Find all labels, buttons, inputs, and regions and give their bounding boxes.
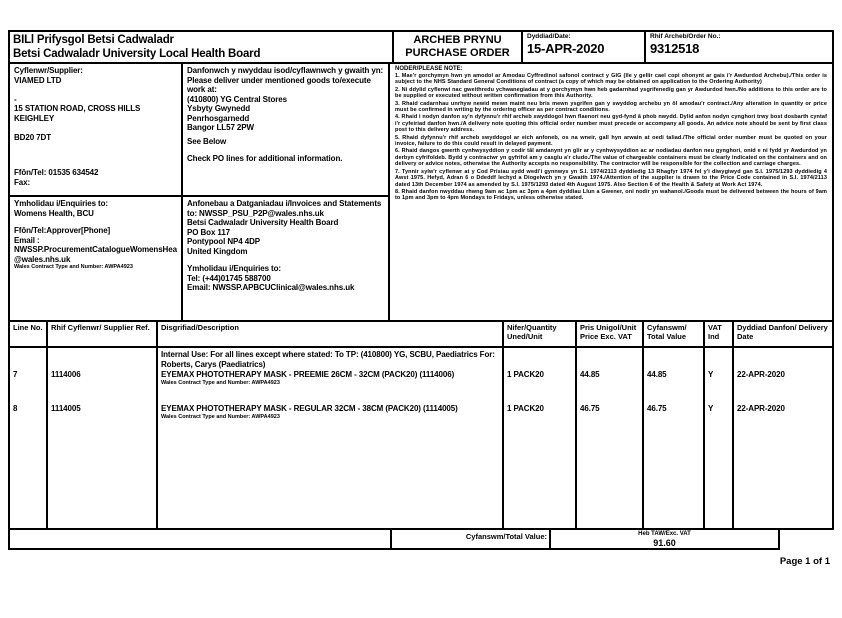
deliver-address-line: Penrhosgarnedd xyxy=(187,113,250,123)
row-delivery-date: 22-APR-2020 xyxy=(737,404,785,413)
row-line-no: 7 xyxy=(13,370,18,379)
order-number-value: 9312518 xyxy=(650,41,700,56)
invoices-box xyxy=(183,197,388,320)
col-header-delivery-date: Dyddiad Danfon/ Delivery Date xyxy=(737,323,828,341)
total-value-label: Cyfanswm/Total Value: xyxy=(392,530,551,548)
total-value-box xyxy=(551,530,778,548)
col-line-no xyxy=(10,348,48,528)
enquiries-email-line1: NWSSP.ProcurementCatalogueWomensHea xyxy=(14,245,177,254)
document-header xyxy=(10,32,832,64)
org-titles xyxy=(10,32,392,62)
line-items-header xyxy=(10,322,832,348)
col-delivery-date xyxy=(734,348,832,528)
supplier-address-line: - xyxy=(14,94,17,104)
supplier-address-line: 15 STATION ROAD, CROSS HILLS xyxy=(14,104,141,113)
col-header-unit-price: Pris Unigol/Unit Price Exc. VAT xyxy=(577,322,644,346)
order-date-label: Dyddiad/Date: xyxy=(527,33,571,40)
invoices-address-line: Pontypool NP4 4DP xyxy=(187,237,260,246)
invoices-tel: Tel: (+44)01745 588700 xyxy=(187,273,271,283)
row-unit-price: 46.75 xyxy=(580,404,600,413)
row-description xyxy=(161,370,500,387)
col-header-total-value: Cyfanswm/ Total Value xyxy=(644,322,705,346)
col-total-value xyxy=(644,348,705,528)
totals-spacer xyxy=(10,530,392,548)
row-unit-price: 44.85 xyxy=(580,370,600,379)
enquiries-email-line2: @wales.nhs.uk xyxy=(14,254,71,264)
invoices-to-line: to: NWSSP_PSU_P2P@wales.nhs.uk xyxy=(187,208,324,218)
supplier-address-line xyxy=(14,123,177,133)
supplier-address-line: BD20 7DT xyxy=(14,132,51,142)
invoices-label: Anfonebau a Datganiadau i/Invoices and Statements xyxy=(187,199,382,208)
notes-box xyxy=(390,64,832,320)
col-header-description: Disgrifiad/Description xyxy=(158,322,504,346)
po-title-welsh: ARCHEB PRYNU xyxy=(413,34,502,46)
note-item: 8. Rhaid danfon nwyddau rhwng 9am ac 1pm ac 3pm a 4pm dyddiau Llun a Gwener, oni nodir yn wahanol./Goods must be delivered between the hours of 9am to 1pm and 3pm to 4pm Mondays to Fridays, unless otherwise stated. xyxy=(395,188,827,202)
info-section xyxy=(10,64,832,322)
org-title-welsh: BILl Prifysgol Betsi Cadwaladr xyxy=(13,34,174,46)
enquiries-contract-line: Wales Contract Type and Number: AWPA4923 xyxy=(14,264,133,270)
po-title-english: PURCHASE ORDER xyxy=(405,47,510,59)
org-title-english: Betsi Cadwaladr University Local Health Board xyxy=(13,47,261,60)
enquiries-email-label: Email : xyxy=(14,235,40,245)
row-contract-line: Wales Contract Type and Number: AWPA4923 xyxy=(161,414,280,420)
row-line-no: 8 xyxy=(13,404,18,413)
order-number-box xyxy=(644,32,832,62)
supplier-name: VIAMED LTD xyxy=(14,75,62,85)
invoices-address-line: Betsi Cadwaladr University Health Board xyxy=(187,218,339,227)
internal-use-note: Internal Use: For all lines except where stated: To TP: (410800) YG, SCBU, Paediatrics For: Roberts, Carys (Paediatrics) xyxy=(161,350,495,369)
supplier-box xyxy=(10,64,181,197)
line-items-body xyxy=(10,348,832,528)
col-header-supplier-ref: Rhif Cyflenwr/ Supplier Ref. xyxy=(48,322,158,346)
col-description xyxy=(158,348,504,528)
net-excl-vat-value: 91.60 xyxy=(653,538,676,548)
check-po-note: Check PO lines for additional information. xyxy=(187,154,343,163)
purchase-order-document xyxy=(8,30,834,530)
net-excl-vat-label: Heb TAW/Exc. VAT xyxy=(638,531,691,537)
row-quantity: 1 PACK20 xyxy=(507,370,544,379)
enquiries-name: Womens Health, BCU xyxy=(14,208,94,218)
supplier-address-line xyxy=(14,85,177,95)
row-description-text: EYEMAX PHOTOTHERAPY MASK - PREEMIE 26CM - 32CM (PACK20) (1114006) xyxy=(161,370,455,379)
col-header-vat-ind: VAT Ind xyxy=(705,322,734,346)
row-description xyxy=(161,404,500,421)
deliver-label-welsh: Danfonwch y nwyddau isod/cyflawnwch y gwaith yn: xyxy=(187,66,384,75)
supplier-label: Cyflenwr/Supplier: xyxy=(14,66,83,75)
note-item: 5. Rhaid dyfynnu'r rhif archeb swyddogol ar eich anfoneb, os na wneir, gall hyn arwain at oedi taliad./The official order number must be quoted on your invoice, failure to do this could result in delayed payment. xyxy=(395,134,827,148)
note-item: 3. Rhaid cadarnhau unrhyw newid mewn maint neu bris mewn ysgrifen gan y swyddog archebu yn ôl amodau'r contract./Any alteration in quantity or price must be confirmed in writing by the ordering officer as per contract conditions. xyxy=(395,100,827,114)
supplier-phone: Ffôn/Tel: 01535 634542 xyxy=(14,168,99,177)
row-delivery-date: 22-APR-2020 xyxy=(737,370,785,379)
deliver-address-line: Ysbyty Gwynedd xyxy=(187,104,251,113)
col-header-line-no: Line No. xyxy=(10,322,48,346)
invoices-address-line: United Kingdom xyxy=(187,246,248,256)
col-header-quantity: Nifer/Quantity Uned/Unit xyxy=(504,322,577,346)
row-quantity: 1 PACK20 xyxy=(507,404,544,413)
see-below-note: See Below xyxy=(187,136,227,146)
note-item: 7. Tynnir sylw'r cyflenwr at y Cod Prisiau sydd wedi'i gynnwys yn S.I. 1974/2113 dyddiedig 13 Rhagfyr 1974 fel y'i diwygiwyd gan S.I. 1975/1293 dyddiedig 4 Awst 1975. Hefyd, Adran 6 o Ddeddf Iechyd a Diogelwch yn y Gwaith 1974./Attention of the supplier is drawn to the Price Code contained in S.I. 1974/2113 dated 13th December 1974 as amended by S.I. 1975/1293 dated 4th August 1975. Also Section 6 of the Health & Safety at Work Act 1974. xyxy=(395,168,827,188)
supplier-address-line: KEIGHLEY xyxy=(14,113,55,123)
supplier-fax: Fax: xyxy=(14,177,31,187)
page-number: Page 1 of 1 xyxy=(779,556,830,567)
row-supplier-ref: 1114006 xyxy=(51,370,81,379)
note-item: 6. Rhaid dangos gwerth cynhwysyddion y codir tâl amdanynt yn glir ar y cynhwysyddion ac ar nodiadau danfon neu gynghori, onid e ni fydd yr Awdurdod yn derbyn cyfrifoldeb. Bydd y contractwr yn gyfrifol am y casglu a'r cludo./The value of chargeable containers must be clearly indicated on the containers and on delivery or advice notes, otherwise the Authority accepts no responsibility. The contractor will be responsible for the collection and carriage charges. xyxy=(395,148,827,168)
deliver-to-box xyxy=(183,64,388,197)
invoices-email: Email: NWSSP.APBCUClinical@wales.nhs.uk xyxy=(187,283,355,292)
col-quantity xyxy=(504,348,577,528)
row-total-value: 46.75 xyxy=(647,404,667,413)
enquiries-phone: Ffôn/Tel:Approver[Phone] xyxy=(14,226,111,235)
enquiries-label: Ymholidau i/Enquiries to: xyxy=(14,199,108,208)
row-total-value: 44.85 xyxy=(647,370,667,379)
order-date-box xyxy=(521,32,644,62)
row-supplier-ref: 1114005 xyxy=(51,404,81,413)
row-vat-ind: Y xyxy=(708,370,714,379)
left-column xyxy=(10,64,183,320)
deliver-label-english: Please deliver under mentioned goods to/execute work at: xyxy=(187,75,371,94)
middle-column xyxy=(183,64,390,320)
col-unit-price xyxy=(577,348,644,528)
row-vat-ind: Y xyxy=(708,404,714,413)
invoices-address-line: PO Box 117 xyxy=(187,227,231,237)
order-date-value: 15-APR-2020 xyxy=(527,41,605,56)
invoices-enquiries-label: Ymholidau i/Enquiries to: xyxy=(187,264,281,273)
totals-bar xyxy=(8,530,780,550)
deliver-address-line: (410800) YG Central Stores xyxy=(187,94,287,104)
purchase-order-title xyxy=(392,32,521,62)
notes-title: NODER/PLEASE NOTE: xyxy=(395,66,463,72)
row-contract-line: Wales Contract Type and Number: AWPA4923 xyxy=(161,380,280,386)
note-item: 4. Rhaid i nodyn danfon sy'n dyfynnu'r rhif archeb swyddogol hwn flaenori neu gyd-fynd â phob nwydd. Dylid anfon nodyn cynghori trwy bost dosbarth cyntaf i'r cyfeiriad danfon hwn./A delivery note quoting this official order number must precede or accompany all goods. An advice note should be sent by first class post to this delivery address. xyxy=(395,114,827,134)
note-item: 2. Ni ddylid cyflenwi nac gweithredu ychwanegiadau at y gorchymyn hwn heb gadarnhad ysgrifenedig gan yr Awdurdod hwn./No additions to this order are to be supplied or executed without written confirmation from this Authority. xyxy=(395,86,827,100)
col-supplier-ref xyxy=(48,348,158,528)
order-number-label: Rhif Archeb/Order No.: xyxy=(650,33,721,40)
enquiries-box xyxy=(10,197,181,320)
col-vat-ind xyxy=(705,348,734,528)
note-item: 1. Mae'r gorchymyn hwn yn amodol ar Amodau Cyffredinol safonol contract y GIG (lle y gellir cael copi ohonynt ar gais i'r Awdurdod Archebu)./This order is subject to the NHS Standard General Conditions of contract (a copy of which may be obtained on application to the Ordering Authority) xyxy=(395,73,827,86)
row-description-text: EYEMAX PHOTOTHERAPY MASK - REGULAR 32CM - 38CM (PACK20) (1114005) xyxy=(161,404,458,413)
deliver-address-line: Bangor LL57 2PW xyxy=(187,123,254,132)
